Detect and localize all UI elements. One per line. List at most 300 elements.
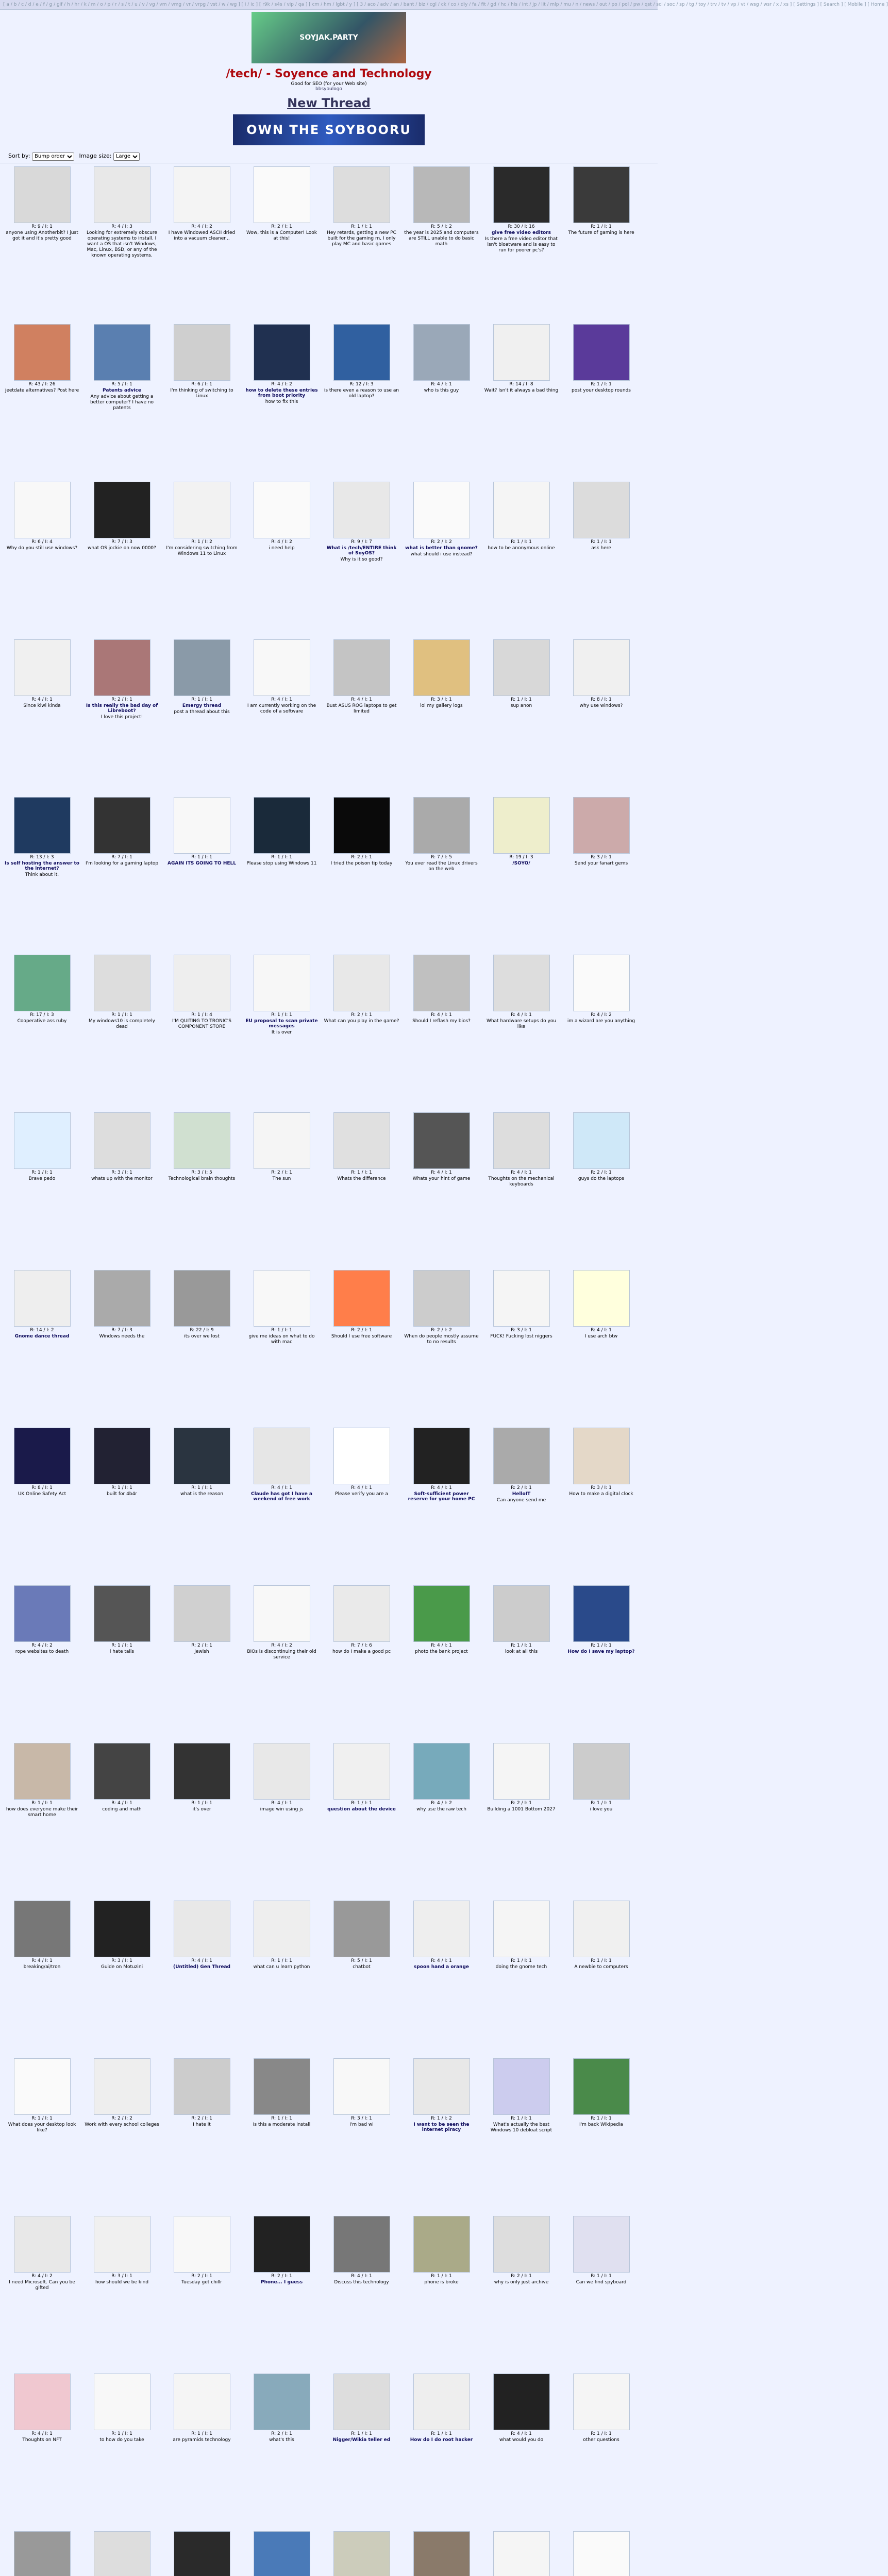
catalog-thread[interactable] xyxy=(4,1743,80,1896)
thread-thumbnail[interactable] xyxy=(493,2374,550,2430)
catalog-thread[interactable] xyxy=(404,1112,479,1266)
thread-thumbnail[interactable] xyxy=(413,1901,470,1957)
thread-thumbnail[interactable] xyxy=(493,482,550,538)
thread-thumbnail[interactable] xyxy=(254,955,310,1011)
thread-thumbnail[interactable] xyxy=(94,955,150,1011)
catalog-thread[interactable] xyxy=(4,2216,80,2369)
thread-thumbnail[interactable] xyxy=(94,482,150,538)
thread-thumbnail[interactable] xyxy=(174,2216,230,2273)
thread-thumbnail[interactable] xyxy=(413,1585,470,1642)
thread-thumbnail[interactable] xyxy=(94,1428,150,1484)
thread-thumbnail[interactable] xyxy=(254,166,310,223)
catalog-thread[interactable] xyxy=(563,1585,639,1739)
thread-subject: /SOYO/ xyxy=(512,861,530,866)
thread-thumbnail[interactable] xyxy=(254,1428,310,1484)
thread-thumbnail[interactable] xyxy=(413,1270,470,1327)
catalog-thread[interactable] xyxy=(324,955,399,1108)
catalog-thread[interactable] xyxy=(4,1585,80,1739)
catalog-thread[interactable] xyxy=(324,2216,399,2369)
catalog-thread[interactable] xyxy=(483,2058,559,2212)
catalog-thread[interactable] xyxy=(84,1901,160,2054)
thread-thumbnail[interactable] xyxy=(254,1112,310,1169)
board-list[interactable]: [ a / b / c / d / e / f / g / gif / h / hr / k / m / o / p / r / s / t / u / v / vg / vm / vmg / vr / vrpg / vst / w / wg ] [ i / ic ] [ r9k / s4s / vip / qa ] [ cm / hm / lgbt / y ] [ 3 / aco / adv / an / bant / biz / cgl / ck / co / diy / fa / fit / gd / hc / his / int / jp / lit / mlp / mu / n / news / out / po / pol / pw / qst / sci / soc / sp / tg / toy / trv / tv / vp / vt / wsg / wsr / x / xs ] [ Settings ] [ Search ] [ Mobile ] [ Home ] xyxy=(0,0,658,10)
catalog-thread[interactable] xyxy=(404,166,479,320)
catalog-thread[interactable] xyxy=(4,639,80,793)
thread-thumbnail[interactable] xyxy=(493,1270,550,1327)
thread-thumbnail[interactable] xyxy=(493,797,550,854)
catalog-thread[interactable] xyxy=(4,1428,80,1581)
thread-thumbnail[interactable] xyxy=(174,324,230,381)
catalog-thread[interactable] xyxy=(4,1270,80,1423)
catalog-thread[interactable] xyxy=(164,1270,240,1423)
catalog-thread[interactable] xyxy=(164,2374,240,2527)
catalog-thread[interactable] xyxy=(563,324,639,478)
catalog-thread[interactable] xyxy=(244,955,320,1108)
thread-stats: R: 3 / I: 1 xyxy=(431,697,452,702)
thread-thumbnail[interactable] xyxy=(94,2374,150,2430)
catalog-thread[interactable] xyxy=(244,166,320,320)
catalog-thread[interactable] xyxy=(324,639,399,793)
catalog-thread[interactable] xyxy=(4,482,80,635)
thread-stats: R: 4 / I: 1 xyxy=(31,1958,53,1963)
thread-thumbnail[interactable] xyxy=(14,166,71,223)
thread-snippet: Whats your hint of game xyxy=(412,1176,471,1181)
thread-thumbnail[interactable] xyxy=(573,166,630,223)
thread-snippet: I use arch btw xyxy=(584,1334,618,1339)
catalog-thread[interactable] xyxy=(244,2216,320,2369)
thread-stats: R: 43 / I: 26 xyxy=(28,382,56,387)
catalog-thread[interactable] xyxy=(563,1901,639,2054)
thread-thumbnail[interactable] xyxy=(333,1428,390,1484)
catalog-thread[interactable] xyxy=(483,1428,559,1581)
thread-stats: R: 4 / I: 2 xyxy=(271,539,292,545)
catalog-thread[interactable] xyxy=(324,166,399,320)
catalog-thread[interactable] xyxy=(483,1585,559,1739)
catalog-thread[interactable] xyxy=(324,482,399,635)
thread-snippet: Tuesday get chillr xyxy=(181,2280,222,2285)
catalog-thread[interactable] xyxy=(483,1743,559,1896)
thread-thumbnail[interactable] xyxy=(254,1270,310,1327)
catalog-thread[interactable] xyxy=(244,324,320,478)
thread-snippet: rope websites to death xyxy=(15,1649,69,1654)
catalog-thread[interactable] xyxy=(164,1901,240,2054)
thread-thumbnail[interactable] xyxy=(573,2374,630,2430)
catalog-thread[interactable] xyxy=(84,2374,160,2527)
catalog-thread[interactable] xyxy=(483,2216,559,2369)
catalog-thread[interactable] xyxy=(244,482,320,635)
thread-thumbnail[interactable] xyxy=(254,1585,310,1642)
catalog-thread[interactable] xyxy=(244,1270,320,1423)
catalog-thread[interactable] xyxy=(164,1743,240,1896)
catalog-thread[interactable] xyxy=(84,1428,160,1581)
catalog-thread[interactable] xyxy=(483,324,559,478)
catalog-thread[interactable] xyxy=(84,324,160,478)
thread-thumbnail[interactable] xyxy=(493,324,550,381)
thread-thumbnail[interactable] xyxy=(413,166,470,223)
thread-thumbnail[interactable] xyxy=(333,1270,390,1327)
thread-thumbnail[interactable] xyxy=(493,1428,550,1484)
thread-thumbnail[interactable] xyxy=(573,1901,630,1957)
catalog-thread[interactable] xyxy=(483,2531,559,2576)
thread-snippet: what can u learn python xyxy=(253,1964,310,1970)
thread-stats: R: 3 / I: 1 xyxy=(511,1328,532,1333)
catalog-thread[interactable] xyxy=(404,2058,479,2212)
thread-thumbnail[interactable] xyxy=(14,1585,71,1642)
thread-thumbnail[interactable] xyxy=(413,1743,470,1800)
thread-thumbnail[interactable] xyxy=(94,639,150,696)
thread-thumbnail[interactable] xyxy=(254,1743,310,1800)
thread-thumbnail[interactable] xyxy=(174,166,230,223)
thread-snippet: jewish xyxy=(194,1649,209,1654)
catalog-thread[interactable] xyxy=(404,1743,479,1896)
thread-thumbnail[interactable] xyxy=(94,2058,150,2115)
thread-snippet: phone is broke xyxy=(424,2280,459,2285)
catalog-thread[interactable] xyxy=(84,1743,160,1896)
thread-thumbnail[interactable] xyxy=(333,1743,390,1800)
catalog-thread[interactable] xyxy=(244,797,320,951)
thread-thumbnail[interactable] xyxy=(333,1901,390,1957)
thread-thumbnail[interactable] xyxy=(333,797,390,854)
catalog-thread[interactable] xyxy=(563,1428,639,1581)
catalog-thread[interactable] xyxy=(404,2216,479,2369)
catalog-thread[interactable] xyxy=(324,324,399,478)
thread-snippet: Should I use free software xyxy=(331,1334,392,1339)
catalog-thread[interactable] xyxy=(563,166,639,320)
thread-thumbnail[interactable] xyxy=(14,1112,71,1169)
catalog-thread[interactable] xyxy=(404,955,479,1108)
thread-thumbnail[interactable] xyxy=(493,955,550,1011)
thread-thumbnail[interactable] xyxy=(14,1428,71,1484)
thread-thumbnail[interactable] xyxy=(94,2531,150,2576)
thread-thumbnail[interactable] xyxy=(174,1901,230,1957)
catalog-thread[interactable] xyxy=(563,2531,639,2576)
thread-thumbnail[interactable] xyxy=(174,2374,230,2430)
catalog-thread[interactable] xyxy=(84,2531,160,2576)
thread-thumbnail[interactable] xyxy=(413,324,470,381)
thread-thumbnail[interactable] xyxy=(174,2531,230,2576)
catalog-thread[interactable] xyxy=(84,166,160,320)
thread-thumbnail[interactable] xyxy=(94,1585,150,1642)
thread-thumbnail[interactable] xyxy=(94,166,150,223)
thread-thumbnail[interactable] xyxy=(174,482,230,538)
catalog-thread[interactable] xyxy=(84,639,160,793)
thread-thumbnail[interactable] xyxy=(493,1112,550,1169)
thread-thumbnail[interactable] xyxy=(254,2531,310,2576)
thread-thumbnail[interactable] xyxy=(94,1270,150,1327)
catalog-thread[interactable] xyxy=(324,2374,399,2527)
thread-thumbnail[interactable] xyxy=(174,1585,230,1642)
thread-thumbnail[interactable] xyxy=(333,2531,390,2576)
catalog-thread[interactable] xyxy=(324,797,399,951)
thread-thumbnail[interactable] xyxy=(254,639,310,696)
thread-thumbnail[interactable] xyxy=(333,324,390,381)
thread-thumbnail[interactable] xyxy=(493,2531,550,2576)
thread-thumbnail[interactable] xyxy=(333,955,390,1011)
thread-thumbnail[interactable] xyxy=(174,1270,230,1327)
image-size-select[interactable] xyxy=(113,152,140,161)
thread-thumbnail[interactable] xyxy=(333,2058,390,2115)
catalog-thread[interactable] xyxy=(404,1270,479,1423)
new-thread xyxy=(0,96,658,110)
catalog-thread[interactable] xyxy=(404,324,479,478)
new-thread-link[interactable]: New Thread xyxy=(287,96,371,110)
thread-stats: R: 1 / I: 1 xyxy=(351,2431,372,2436)
subtitle-link[interactable]: bbsyoulogo xyxy=(315,87,342,92)
thread-thumbnail[interactable] xyxy=(254,2216,310,2273)
catalog-thread[interactable] xyxy=(4,797,80,951)
thread-thumbnail[interactable] xyxy=(413,797,470,854)
thread-thumbnail[interactable] xyxy=(573,639,630,696)
thread-thumbnail[interactable] xyxy=(413,1428,470,1484)
subtitle-text: Good for SEO (for your Web site) xyxy=(291,81,367,87)
catalog-thread[interactable] xyxy=(84,797,160,951)
thread-thumbnail[interactable] xyxy=(14,797,71,854)
catalog-thread[interactable] xyxy=(404,2374,479,2527)
catalog-thread[interactable] xyxy=(164,1585,240,1739)
thread-snippet: Please stop using Windows 11 xyxy=(246,861,317,866)
catalog-thread[interactable] xyxy=(483,639,559,793)
catalog-thread[interactable] xyxy=(244,1585,320,1739)
thread-stats: R: 4 / I: 1 xyxy=(431,1485,452,1490)
thread-stats: R: 1 / I: 1 xyxy=(111,1643,132,1648)
catalog-thread[interactable] xyxy=(164,639,240,793)
thread-thumbnail[interactable] xyxy=(94,2216,150,2273)
thread-thumbnail[interactable] xyxy=(94,1743,150,1800)
thread-thumbnail[interactable] xyxy=(14,482,71,538)
catalog-thread[interactable] xyxy=(84,1112,160,1266)
thread-snippet: Guide on Motuzini xyxy=(100,1964,143,1970)
thread-thumbnail[interactable] xyxy=(413,2531,470,2576)
catalog-thread[interactable] xyxy=(563,797,639,951)
catalog-thread[interactable] xyxy=(84,2216,160,2369)
catalog-thread[interactable] xyxy=(4,166,80,320)
thread-thumbnail[interactable] xyxy=(333,1112,390,1169)
thread-thumbnail[interactable] xyxy=(573,1585,630,1642)
thread-thumbnail[interactable] xyxy=(14,2374,71,2430)
catalog-thread[interactable] xyxy=(483,955,559,1108)
catalog-grid xyxy=(0,166,658,2576)
thread-stats: R: 6 / I: 1 xyxy=(191,382,212,387)
thread-thumbnail[interactable] xyxy=(254,2374,310,2430)
catalog-thread[interactable] xyxy=(164,955,240,1108)
catalog-thread[interactable] xyxy=(324,2531,399,2576)
catalog-thread[interactable] xyxy=(404,2531,479,2576)
thread-thumbnail[interactable] xyxy=(413,955,470,1011)
thread-thumbnail[interactable] xyxy=(573,324,630,381)
banner-image[interactable]: SOYJAK.PARTY xyxy=(252,12,406,63)
catalog-thread[interactable] xyxy=(244,2531,320,2576)
catalog-thread[interactable] xyxy=(4,2374,80,2527)
catalog-thread[interactable] xyxy=(404,482,479,635)
thread-snippet: Discuss this technology xyxy=(334,2280,389,2285)
thread-thumbnail[interactable] xyxy=(94,1112,150,1169)
thread-thumbnail[interactable] xyxy=(14,955,71,1011)
thread-thumbnail[interactable] xyxy=(413,639,470,696)
catalog-thread[interactable] xyxy=(563,1743,639,1896)
catalog-thread[interactable] xyxy=(483,2374,559,2527)
catalog-thread[interactable] xyxy=(324,1270,399,1423)
catalog-thread[interactable] xyxy=(483,482,559,635)
thread-thumbnail[interactable] xyxy=(573,2058,630,2115)
sort-select[interactable] xyxy=(32,152,74,161)
catalog-thread[interactable] xyxy=(4,1112,80,1266)
thread-thumbnail[interactable] xyxy=(413,2058,470,2115)
catalog-thread[interactable] xyxy=(563,1270,639,1423)
catalog-thread[interactable] xyxy=(324,1428,399,1581)
thread-thumbnail[interactable] xyxy=(333,2216,390,2273)
thread-thumbnail[interactable] xyxy=(573,1112,630,1169)
catalog-thread[interactable] xyxy=(4,2531,80,2576)
thread-thumbnail[interactable] xyxy=(413,1112,470,1169)
catalog-thread[interactable] xyxy=(563,955,639,1108)
thread-stats: R: 19 / I: 3 xyxy=(509,855,533,860)
catalog-thread[interactable] xyxy=(324,1112,399,1266)
catalog-thread[interactable] xyxy=(483,166,559,320)
thread-snippet: Please verify you are a xyxy=(335,1492,388,1497)
thread-thumbnail[interactable] xyxy=(14,1901,71,1957)
thread-thumbnail[interactable] xyxy=(174,1428,230,1484)
catalog-thread[interactable] xyxy=(84,1270,160,1423)
thread-thumbnail[interactable] xyxy=(254,1901,310,1957)
thread-thumbnail[interactable] xyxy=(14,324,71,381)
thread-thumbnail[interactable] xyxy=(94,1901,150,1957)
thread-thumbnail[interactable] xyxy=(573,482,630,538)
catalog-thread[interactable] xyxy=(164,1428,240,1581)
catalog-thread[interactable] xyxy=(563,2374,639,2527)
catalog-thread[interactable] xyxy=(164,2058,240,2212)
catalog-thread[interactable] xyxy=(563,2058,639,2212)
thread-thumbnail[interactable] xyxy=(333,639,390,696)
thread-thumbnail[interactable] xyxy=(174,639,230,696)
thread-stats: R: 2 / I: 1 xyxy=(511,2274,532,2279)
thread-thumbnail[interactable] xyxy=(333,1585,390,1642)
catalog-thread[interactable] xyxy=(483,797,559,951)
thread-thumbnail[interactable] xyxy=(493,2216,550,2273)
thread-thumbnail[interactable] xyxy=(573,955,630,1011)
thread-thumbnail[interactable] xyxy=(333,2374,390,2430)
catalog-thread[interactable] xyxy=(4,324,80,478)
thread-thumbnail[interactable] xyxy=(254,2058,310,2115)
thread-thumbnail[interactable] xyxy=(174,2058,230,2115)
catalog-thread[interactable] xyxy=(324,1743,399,1896)
thread-thumbnail[interactable] xyxy=(14,1270,71,1327)
catalog-thread[interactable] xyxy=(244,2374,320,2527)
catalog-thread[interactable] xyxy=(483,1901,559,2054)
thread-thumbnail[interactable] xyxy=(14,639,71,696)
thread-thumbnail[interactable] xyxy=(14,2058,71,2115)
catalog-thread[interactable] xyxy=(244,2058,320,2212)
catalog-thread[interactable] xyxy=(84,482,160,635)
catalog-thread[interactable] xyxy=(84,1585,160,1739)
catalog-thread[interactable] xyxy=(84,955,160,1108)
thread-thumbnail[interactable] xyxy=(573,1270,630,1327)
catalog-thread[interactable] xyxy=(483,1270,559,1423)
catalog-thread[interactable] xyxy=(404,639,479,793)
thread-stats: R: 7 / I: 6 xyxy=(351,1643,372,1648)
thread-thumbnail[interactable] xyxy=(493,166,550,223)
catalog-thread[interactable] xyxy=(244,639,320,793)
thread-thumbnail[interactable] xyxy=(493,639,550,696)
thread-thumbnail[interactable] xyxy=(573,1743,630,1800)
thread-thumbnail[interactable] xyxy=(254,324,310,381)
thread-thumbnail[interactable] xyxy=(254,797,310,854)
catalog-thread[interactable] xyxy=(164,797,240,951)
thread-thumbnail[interactable] xyxy=(573,2531,630,2576)
thread-thumbnail[interactable] xyxy=(94,797,150,854)
thread-thumbnail[interactable] xyxy=(493,1901,550,1957)
thread-thumbnail[interactable] xyxy=(573,2216,630,2273)
catalog-thread[interactable] xyxy=(324,1585,399,1739)
catalog-thread[interactable] xyxy=(164,2531,240,2576)
thread-snippet: I'm looking for a gaming laptop xyxy=(85,861,159,866)
thread-snippet: why use the raw tech xyxy=(416,1807,466,1812)
thread-thumbnail[interactable] xyxy=(493,1585,550,1642)
catalog-thread[interactable] xyxy=(324,2058,399,2212)
catalog-thread[interactable] xyxy=(563,482,639,635)
catalog-thread[interactable] xyxy=(4,2058,80,2212)
thread-snippet: Should I reflash my bios? xyxy=(412,1019,471,1024)
catalog-thread[interactable] xyxy=(164,324,240,478)
catalog-thread[interactable] xyxy=(164,166,240,320)
thread-thumbnail[interactable] xyxy=(14,2531,71,2576)
catalog-thread[interactable] xyxy=(563,2216,639,2369)
thread-snippet: coding and math xyxy=(102,1807,142,1812)
thread-thumbnail[interactable] xyxy=(573,797,630,854)
catalog-thread[interactable] xyxy=(483,1112,559,1266)
thread-thumbnail[interactable] xyxy=(413,2374,470,2430)
thread-thumbnail[interactable] xyxy=(174,797,230,854)
catalog-thread[interactable] xyxy=(164,482,240,635)
thread-thumbnail[interactable] xyxy=(413,482,470,538)
thread-thumbnail[interactable] xyxy=(94,324,150,381)
thread-stats: R: 1 / I: 1 xyxy=(591,539,612,545)
catalog-thread[interactable] xyxy=(244,1901,320,2054)
thread-stats: R: 3 / I: 1 xyxy=(351,2116,372,2121)
thread-thumbnail[interactable] xyxy=(174,1112,230,1169)
catalog-thread[interactable] xyxy=(164,1112,240,1266)
catalog-thread[interactable] xyxy=(404,797,479,951)
catalog-thread[interactable] xyxy=(324,1901,399,2054)
thread-thumbnail[interactable] xyxy=(174,1743,230,1800)
catalog-thread[interactable] xyxy=(84,2058,160,2212)
catalog-thread[interactable] xyxy=(404,1901,479,2054)
catalog-thread[interactable] xyxy=(164,2216,240,2369)
thread-thumbnail[interactable] xyxy=(493,1743,550,1800)
catalog-thread[interactable] xyxy=(244,1743,320,1896)
thread-thumbnail[interactable] xyxy=(254,482,310,538)
catalog-thread[interactable] xyxy=(244,1112,320,1266)
catalog-thread[interactable] xyxy=(244,1428,320,1581)
catalog-thread[interactable] xyxy=(563,1112,639,1266)
catalog-thread[interactable] xyxy=(404,1585,479,1739)
thread-thumbnail[interactable] xyxy=(573,1428,630,1484)
thread-thumbnail[interactable] xyxy=(493,2058,550,2115)
thread-thumbnail[interactable] xyxy=(174,955,230,1011)
thread-thumbnail[interactable] xyxy=(14,1743,71,1800)
thread-thumbnail[interactable] xyxy=(413,2216,470,2273)
thread-subject: AGAIN ITS GOING TO HELL xyxy=(167,861,236,866)
banner-ad[interactable]: OWN THE SOYBOORU xyxy=(233,114,425,145)
thread-thumbnail[interactable] xyxy=(333,166,390,223)
catalog-thread[interactable] xyxy=(563,639,639,793)
catalog-thread[interactable] xyxy=(4,955,80,1108)
thread-thumbnail[interactable] xyxy=(14,2216,71,2273)
thread-stats: R: 1 / I: 1 xyxy=(191,2431,212,2436)
thread-subject: How do I save my laptop? xyxy=(567,1649,635,1654)
thread-thumbnail[interactable] xyxy=(333,482,390,538)
catalog-thread[interactable] xyxy=(4,1901,80,2054)
catalog-thread[interactable] xyxy=(404,1428,479,1581)
